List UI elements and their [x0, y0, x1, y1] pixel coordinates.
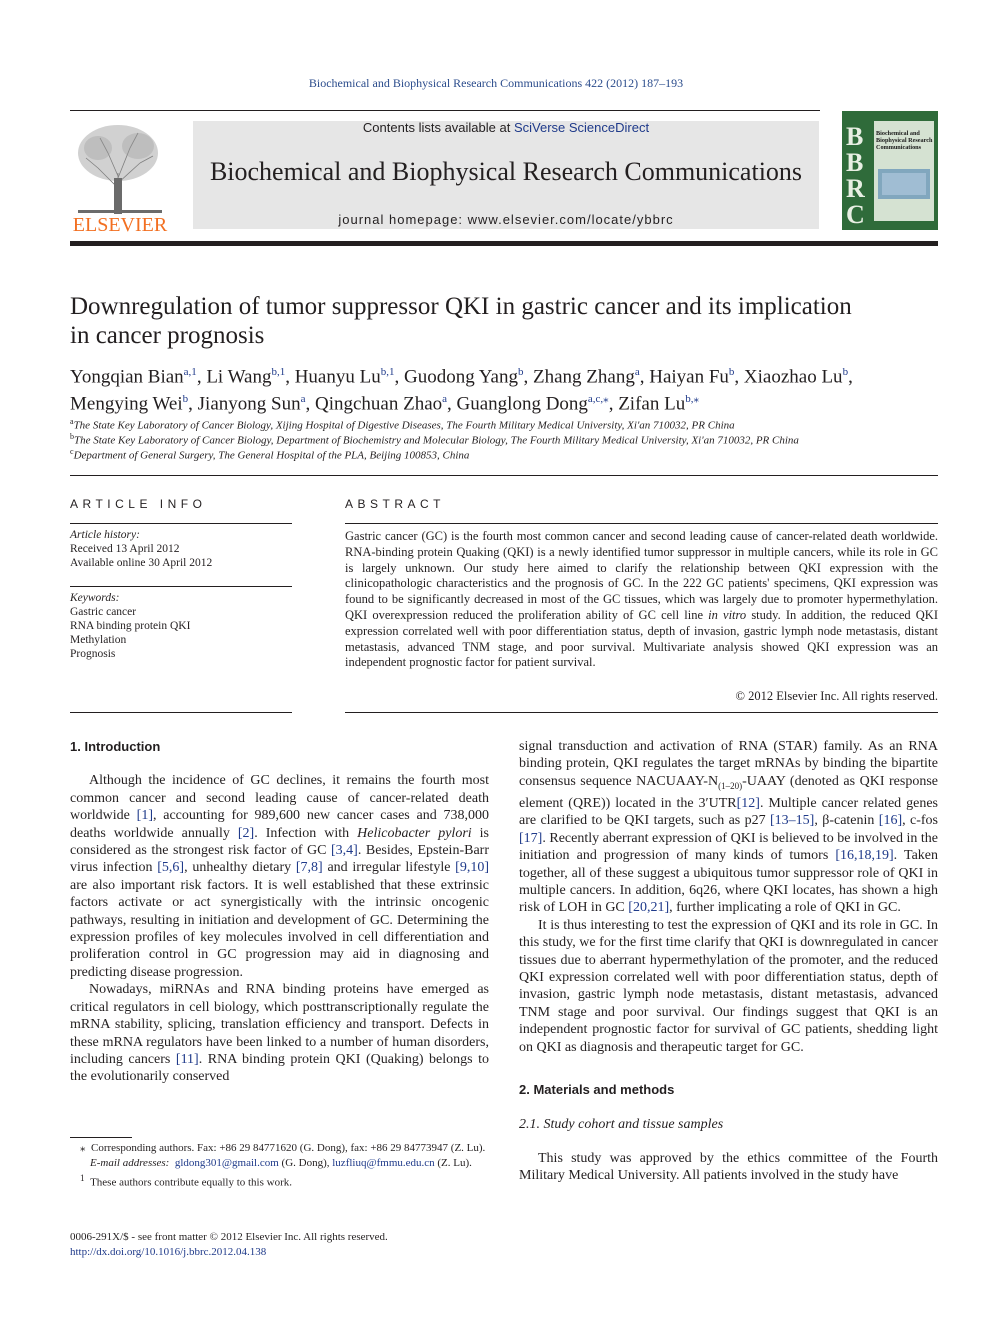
author-affiliation-mark[interactable]: b [728, 366, 735, 378]
author-affiliation-mark[interactable]: a,c,⁎ [587, 393, 609, 406]
abstract-italic: in vitro [708, 607, 747, 622]
journal-homepage[interactable]: journal homepage: www.elsevier.com/locate/ybbrc [338, 212, 674, 227]
email-link-lu[interactable]: luzfliuq@fmmu.edu.cn [332, 1157, 435, 1169]
keywords-label: Keywords: [70, 592, 120, 604]
abstract-text [345, 529, 938, 671]
abstract-rule [345, 523, 938, 524]
author-name[interactable]: Xiaozhao Lu [743, 366, 843, 388]
equal-contribution-footnote [70, 1171, 489, 1191]
text-run: , β-catenin [814, 813, 879, 829]
author-separator: , [608, 393, 619, 415]
cover-letter-b1: B [846, 122, 864, 151]
author-name[interactable]: Guanglong Dong [456, 393, 588, 415]
citation-link[interactable]: [3,4] [331, 843, 358, 859]
article-info-rule [70, 523, 292, 524]
author-affiliation-mark[interactable]: b [842, 366, 849, 378]
left-column [70, 738, 489, 1086]
author-separator: , [523, 366, 533, 388]
introduction-heading: 1. Introduction [70, 739, 161, 754]
text-run: , accounting for 989,600 new cancer cases and 738,000 deaths worldwide annually [70, 808, 489, 841]
author-name[interactable]: Guodong Yang [403, 366, 518, 388]
author-separator: , [394, 366, 404, 388]
text-run: -UAAY (denoted as QKI response element (QRE)) located in the 3′UTR [519, 773, 939, 812]
article-history [70, 528, 292, 570]
abstract-copyright: © 2012 Elsevier Inc. All rights reserved. [735, 689, 938, 703]
author-separator: , [305, 393, 315, 415]
article-info-heading: ARTICLE INFO [70, 497, 207, 511]
subsection-heading: 2.1. Study cohort and tissue samples [519, 1116, 724, 1132]
footnote-mark: ⁎ [80, 1142, 86, 1154]
methods-paragraph-1: This study was approved by the ethics committee of the Fourth Military Medical University. All patients involved in the study have [519, 1150, 938, 1184]
text-run: signal transduction and activation of RNA (STAR) family. As an RNA binding protein, QKI regulates the target mRNAs by binding the bipartite consensus sequence NACUAAY-N [519, 739, 938, 789]
text-run: . Infection with [254, 825, 358, 841]
citation-link[interactable]: [16] [878, 813, 903, 829]
contents-prefix: Contents lists available at [362, 120, 514, 135]
right-column [519, 738, 938, 1185]
author-separator: , [848, 366, 853, 388]
doi-link[interactable]: http://dx.doi.org/10.1016/j.bbrc.2012.04.138 [70, 1246, 267, 1258]
author-name[interactable]: Zhang Zhang [533, 366, 635, 388]
citation-link[interactable]: [9,10] [455, 860, 489, 876]
front-matter [70, 1230, 489, 1260]
footnote-mark: 1 [80, 1173, 85, 1183]
text-run: , unhealthy dietary [184, 860, 296, 876]
author-name[interactable]: Huanyu Lu [294, 366, 381, 388]
author-separator: , [285, 366, 295, 388]
received-date: Received 13 April 2012 [70, 543, 180, 555]
header-rule [70, 110, 820, 111]
authors-line-2 [70, 388, 938, 415]
cover-title: Biochemical and Biophysical Research Communications [876, 130, 933, 151]
footnote-text: (G. Dong), [278, 1157, 333, 1169]
issn-line: 0006-291X/$ - see front matter © 2012 Elsevier Inc. All rights reserved. [70, 1231, 388, 1243]
text-run: . RNA binding protein QKI (Quaking) belongs to the evolutionarily conserved [70, 1051, 489, 1085]
affiliation-c [70, 447, 938, 462]
author-name[interactable]: Yongqian Bian [70, 366, 184, 388]
title-divider [70, 475, 938, 476]
footnote-rule [70, 1137, 132, 1138]
author-affiliation-mark[interactable]: b [182, 393, 189, 406]
elsevier-tree-icon [68, 118, 172, 234]
text-run: and irregular lifestyle [322, 860, 456, 876]
intro-paragraph-1 [70, 772, 489, 981]
methods-heading: 2. Materials and methods [519, 1082, 675, 1098]
keyword-item: Prognosis [70, 648, 116, 660]
journal-citation-link[interactable]: Biochemical and Biophysical Research Communications 422 (2012) 187–193 [308, 76, 684, 90]
keyword-item: RNA binding protein QKI [70, 620, 191, 632]
cover-letter-r: R [846, 174, 865, 203]
journal-name: Biochemical and Biophysical Research Communications [209, 157, 803, 186]
text-run: , further implicating a role of QKI in GC. [669, 900, 901, 916]
footnote-text: These authors contribute equally to this work. [90, 1176, 293, 1189]
author-separator: , [639, 366, 650, 388]
affiliation-b [70, 432, 938, 447]
subscript: (1–20) [718, 780, 743, 791]
text-run: Although the incidence of GC declines, it remains the fourth most common cancer and second leading cause of cancer-related death worldwide [70, 773, 489, 824]
author-name[interactable]: Qingchuan Zhao [314, 393, 443, 415]
affiliation-mark: c [70, 447, 74, 456]
citation-link[interactable]: [1] [136, 808, 153, 824]
author-affiliation-mark[interactable]: b,1 [380, 366, 395, 378]
author-affiliation-mark[interactable]: a [300, 393, 306, 406]
citation-link[interactable]: [11] [175, 1051, 199, 1067]
author-affiliation-mark[interactable]: a [634, 366, 640, 378]
affiliation-mark: b [70, 432, 74, 441]
intro-paragraph-4: It is thus interesting to test the expression of QKI and its role in GC. In this study, we for the first time clarify that QKI is downregulated in cancer tissues due to aberrant hypermethylation of the promoter, and the reduced QKI expression correlated well with poor differentiation status, depth of invasion, gastric lymph node metastasis, distant metastasis, advanced TNM stage and poor survival. Our findings suggest that QKI is an independent prognostic factor for survival of GC patients, shedding light on QKI as diagnosis and therapeutic target for GC. [519, 917, 938, 1055]
text-run: is considered as the strongest risk factor of GC [70, 825, 489, 859]
keyword-item: Methylation [70, 634, 127, 646]
affiliation-a [70, 417, 938, 432]
keywords-block [70, 591, 292, 661]
author-name[interactable]: Li Wang [206, 366, 272, 388]
text-run: . Taken together, all of these suggest a ubiquitous tumor suppressor role of QKI in multiple cancers. In addition, 6q26, where QKI locates, has shown a high risk of LOH in GC [519, 848, 938, 916]
author-name[interactable]: Jianyong Sun [197, 393, 301, 415]
contents-line [193, 120, 819, 135]
title-line-2: in cancer prognosis [70, 322, 265, 349]
text-run: . Multiple cancer related genes are clarified to be QKI targets, such as p27 [519, 796, 938, 829]
author-separator: , [734, 366, 744, 388]
footnote-text: Corresponding authors. Fax: +86 29 84771620 (G. Dong), fax: +86 29 84773947 (Z. Lu). [91, 1142, 486, 1154]
elsevier-logo [68, 118, 172, 234]
text-run: Nowadays, miRNAs and RNA binding proteins have emerged as critical regulators in cell biology, which posttranscriptionally regulate the mRNA stability, splicing, translation efficiency and transport. Defects in these mRNA regulators have been linked to a number of human disorders, including cancers [70, 982, 489, 1067]
keywords-rule [70, 586, 292, 587]
citation-link[interactable]: [5,6] [157, 860, 185, 876]
history-label: Article history: [70, 529, 140, 541]
abstract-heading: ABSTRACT [345, 497, 446, 511]
citation-link[interactable]: [16,18,19] [835, 848, 894, 864]
author-affiliation-mark[interactable]: b,⁎ [685, 393, 699, 406]
affiliation-mark: a [70, 417, 74, 426]
author-separator: , [196, 366, 207, 388]
affiliation-text: The State Key Laboratory of Cancer Biology, Xijing Hospital of Digestive Diseases, The Fourth Military Medical University, Xi'an 710032, PR China [73, 419, 735, 432]
text-run: . Besides, Epstein-Barr virus infection [70, 843, 489, 876]
affiliation-text: The State Key Laboratory of Cancer Biology, Department of Biochemistry and Molecular Biology, The Fourth Military Medical University, Xi'an 710032, PR China [74, 434, 799, 447]
author-affiliation-mark[interactable]: b [518, 366, 524, 378]
title-line-1: Downregulation of tumor suppressor QKI in gastric cancer and its implication [70, 293, 852, 320]
author-affiliation-mark[interactable]: a [442, 393, 448, 406]
email-label: E-mail addresses: [90, 1157, 170, 1169]
intro-paragraph-2 [70, 981, 489, 1085]
header-thick-rule [70, 241, 938, 246]
author-name[interactable]: Haiyan Fu [649, 366, 729, 388]
online-date: Available online 30 April 2012 [70, 557, 213, 569]
abstract-bottom-rule [345, 712, 938, 713]
author-affiliation-mark[interactable]: a,1 [183, 366, 197, 378]
footnote-text: (Z. Lu). [434, 1157, 472, 1169]
citation-link[interactable]: [20,21] [628, 900, 670, 916]
author-affiliation-mark[interactable]: b,1 [271, 366, 286, 378]
authors-line-1 [70, 361, 938, 388]
intro-paragraph-3 [519, 738, 938, 917]
text-run: are also important risk factors. It is well established that these extrinsic factors activate or act synergistically with the intrinsic oncogenic pathways, resulting in initiation and development of GC. Determining the expression profiles of key molecules involved in cell differentiation and proliferation control in GC progression may aid in diagnosing and predicting disease progression. [70, 877, 489, 980]
author-separator: , [188, 393, 198, 415]
author-name[interactable]: Zifan Lu [618, 393, 686, 415]
italic-term: Helicobacter pylori [357, 825, 472, 841]
sciencedirect-link[interactable]: SciVerse ScienceDirect [513, 120, 650, 135]
cover-letter-b2: B [846, 148, 864, 177]
elsevier-wordmark: ELSEVIER [72, 214, 168, 234]
author-list [70, 361, 938, 416]
abstract-part-1: Gastric cancer (GC) is the fourth most common cancer and second leading cause of cancer-related death worldwide. RNA-binding protein Quaking (QKI) is a newly identified tumor suppressor in multiple cancers, while its role in GC is largely unknown. Our study here aimed to clarify the relationship between QKI expression with the clinicopathologic characteristics and the prognosis of GC. In the 222 GC patients' specimens, QKI expression was found to be significantly decreased in most of the GC tissues, which was largely due to promoter hypermethylation. QKI overexpression reduced the proliferation ability of GC cell line [345, 529, 938, 622]
article-info-bottom-rule [70, 712, 292, 713]
author-name[interactable]: Mengying Wei [70, 393, 183, 415]
text-run: , c-fos [902, 813, 938, 829]
email-footnote [70, 1156, 489, 1171]
text-run: . Recently aberrant expression of QKI is believed to be involved in the initiation and progression of many kinds of tumors [519, 830, 938, 864]
cover-letter-c: C [846, 200, 865, 229]
affiliation-text: Department of General Surgery, The General Hospital of the PLA, Beijing 100853, China [73, 449, 470, 462]
keyword-item: Gastric cancer [70, 606, 137, 618]
corresponding-footnote [70, 1141, 489, 1156]
citation-link[interactable]: [12] [736, 796, 760, 812]
article-title [70, 292, 930, 350]
email-link-dong[interactable]: gldong301@gmail.com [174, 1157, 279, 1169]
abstract-part-2: study. In addition, the reduced QKI expression correlated well with poor differentiation status, depth of invasion, gastric lymph node metastasis, distant metastasis, advanced TNM stage, and poor survival. Multivariate analysis showed QKI expression was an independent prognostic factor for patient survival. [345, 607, 938, 670]
citation-link[interactable]: [2] [237, 825, 255, 841]
citation-link[interactable]: [7,8] [295, 860, 323, 876]
author-separator: , [447, 393, 457, 415]
citation-link[interactable]: [13–15] [770, 813, 815, 829]
footnotes [70, 1141, 489, 1191]
citation-link[interactable]: [17] [519, 830, 543, 846]
journal-cover [842, 111, 938, 230]
